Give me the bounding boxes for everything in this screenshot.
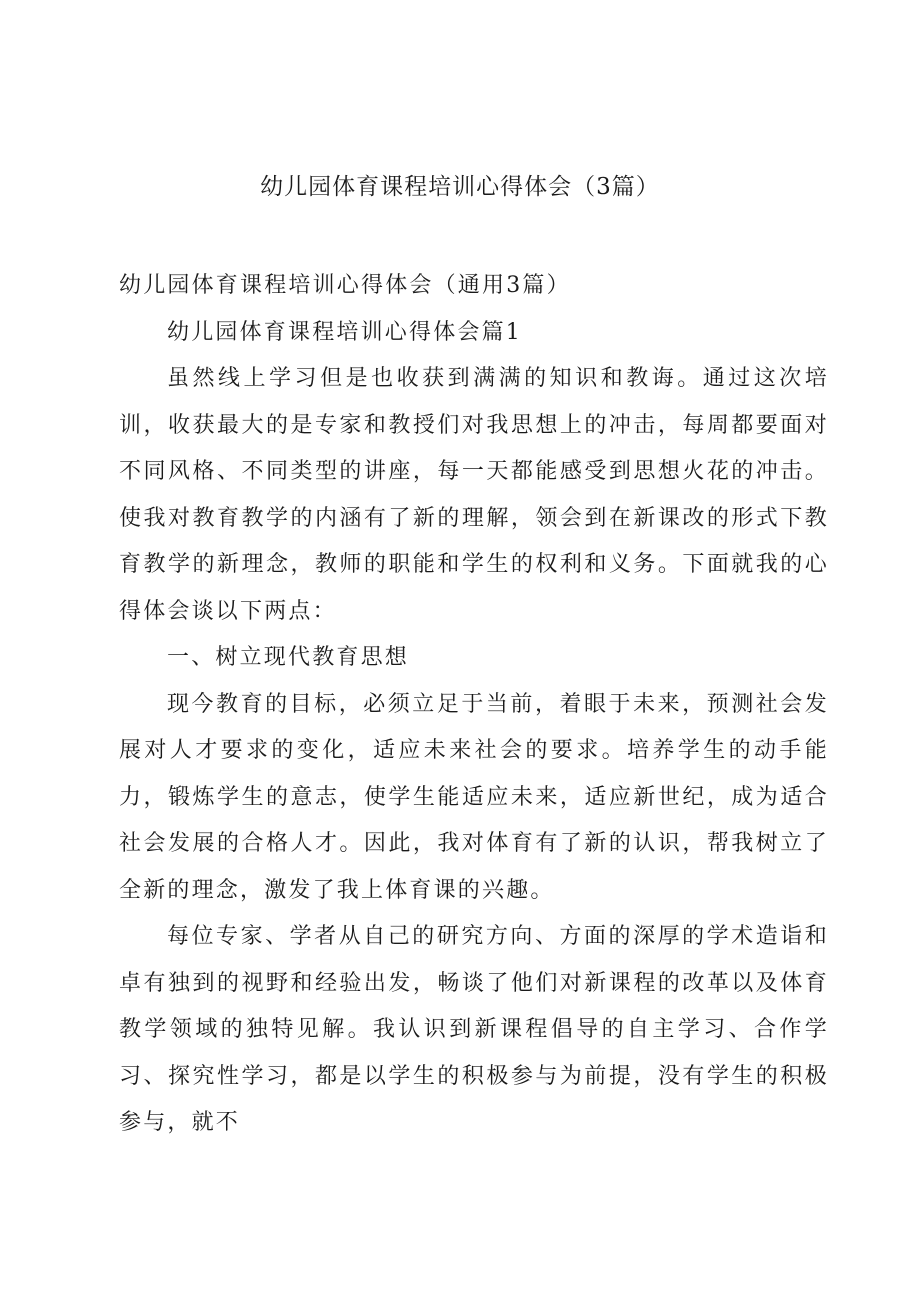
subtitle-paragraph: 幼儿园体育课程培训心得体会（通用3篇）: [119, 273, 571, 298]
document-body: [119, 263, 829, 1147]
section-heading: 一、树立现代教育思想: [167, 645, 410, 670]
document-title: 幼儿园体育课程培训心得体会（3篇）: [260, 174, 660, 200]
section-heading: 幼儿园体育课程培训心得体会篇1: [167, 319, 522, 345]
body-paragraph: 虽然线上学习但是也收获到满满的知识和教诲。通过这次培训，收获最大的是专家和教授们对我思想上的冲击，每周都要面对不同风格、不同类型的讲座，每一天都能感受到思想火花的冲击。使我对教育教学的内涵有了新的理解，领会到在新课改的形式下教育教学的新理念，教师的职能和学生的权利和义务。下面就我的心得体会谈以下两点：: [119, 366, 829, 624]
body-paragraph: 每位专家、学者从自己的研究方向、方面的深厚的学术造诣和卓有独到的视野和经验出发，畅谈了他们对新课程的改革以及体育教学领域的独特见解。我认识到新课程倡导的自主学习、合作学习、探究性学习，都是以学生的积极参与为前提，没有学生的积极参与，就不: [119, 924, 829, 1135]
body-paragraph: 现今教育的目标，必须立足于当前，着眼于未来，预测社会发展对人才要求的变化，适应未来社会的要求。培养学生的动手能力，锻炼学生的意志，使学生能适应未来，适应新世纪，成为适合社会发展的合格人才。因此，我对体育有了新的认识，帮我树立了全新的理念，激发了我上体育课的兴趣。: [119, 691, 829, 903]
